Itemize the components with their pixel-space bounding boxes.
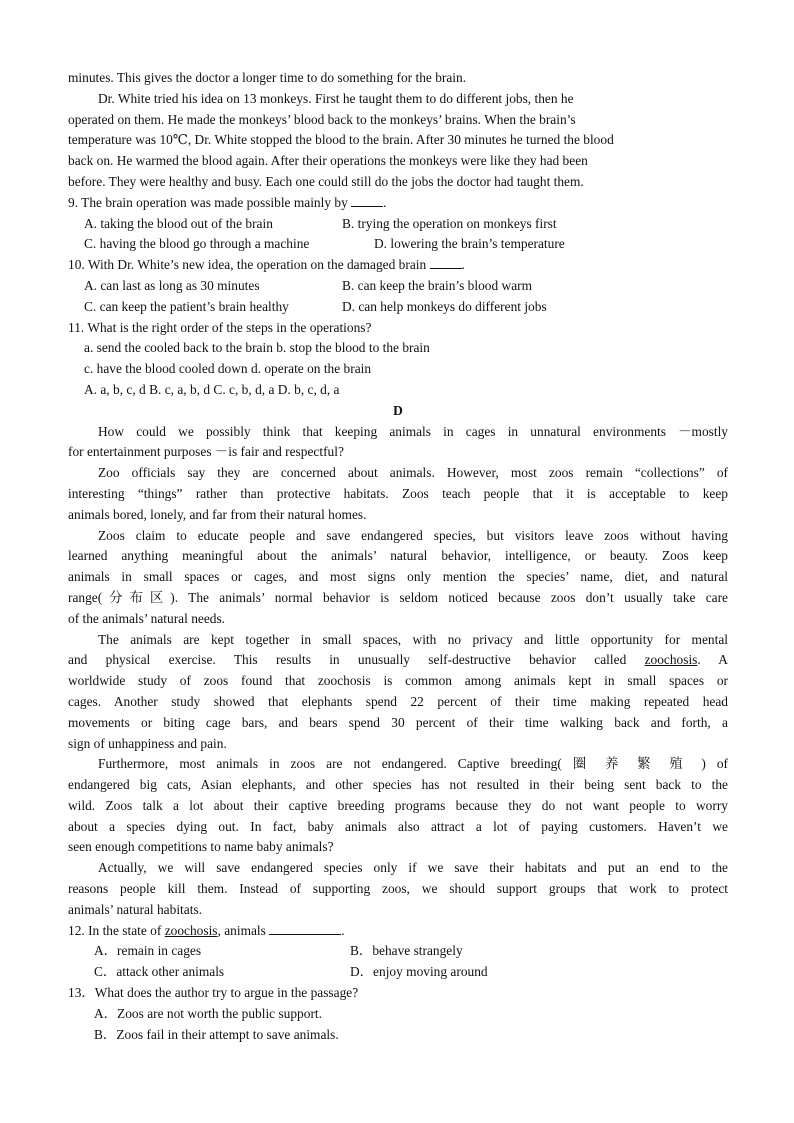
passage-line xyxy=(68,650,728,671)
passage-line: cages. Another study showed that elephants spend 22 percent of their time making repeated head xyxy=(68,693,728,709)
passage-line: temperature was 10℃, Dr. White stopped the blood to the brain. After 30 minutes he turned the blood xyxy=(68,132,614,148)
option-c: C．attack other animals xyxy=(94,964,225,980)
passage-line: minutes. This gives the doctor a longer time to do something for the brain. xyxy=(68,70,467,85)
passage-line: Actually, we will save endangered species only if we save their habitats and put an end to the xyxy=(98,860,728,876)
passage-line: How could we possibly think that keeping animals in cages in unnatural environments －mostly xyxy=(98,423,728,439)
passage-line: interesting “things” rather than protective habitats. Zoos teach people that it is acceptable to keep xyxy=(68,485,728,501)
passage-line: operated on them. He made the monkeys’ blood back to the monkeys’ brains. When the brain’s xyxy=(68,111,576,127)
question-10-stem xyxy=(68,255,728,276)
question-text: 9. The brain operation was made possible mainly by xyxy=(68,194,348,210)
passage-line: reasons people kill them. Instead of supporting zoos, we should support groups that work to protect xyxy=(68,881,728,897)
passage-line: Furthermore, most animals in zoos are not endangered. Captive breeding( 圈 养 繁 殖 ) of xyxy=(98,756,728,772)
passage-line: Zoo officials say they are concerned about animals. However, most zoos remain “collections” of xyxy=(98,465,728,481)
option-a: A．Zoos are not worth the public support. xyxy=(94,1005,322,1021)
question-12-stem xyxy=(68,921,728,942)
question-12-options-row xyxy=(68,962,728,983)
passage-line: wild. Zoos talk a lot about their captive breeding programs because they do not want people to worry xyxy=(68,797,728,813)
question-13-stem: 13．What does the author try to argue in the passage? xyxy=(68,985,359,1001)
question-10-options-row xyxy=(68,297,728,318)
passage-text: . A xyxy=(697,652,728,668)
question-9-options-row xyxy=(68,214,728,235)
punctuation: . xyxy=(461,257,465,273)
passage-line: animals’ natural habitats. xyxy=(68,901,202,917)
passage-line: worldwide study of zoos found that zoochosis is common among animals kept in small spaces or xyxy=(68,673,728,689)
question-11-options: A. a, b, c, d B. c, a, b, d C. c, b, d, a D. b, c, d, a xyxy=(84,381,340,397)
punctuation: . xyxy=(383,194,387,210)
section-heading: D xyxy=(393,402,403,418)
option-a: A. can last as long as 30 minutes xyxy=(84,277,260,293)
option-a: A. taking the blood out of the brain xyxy=(84,215,273,231)
passage-line: The animals are kept together in small spaces, with no privacy and little opportunity for mental xyxy=(98,631,728,647)
passage-line: of the animals’ natural needs. xyxy=(68,610,226,626)
answer-blank xyxy=(351,193,383,207)
question-11-steps: c. have the blood cooled down d. operate on the brain xyxy=(84,361,372,377)
term-zoochosis: zoochosis xyxy=(644,652,698,668)
option-b: B．Zoos fail in their attempt to save animals. xyxy=(94,1026,339,1042)
passage-line: learned anything meaningful about the animals’ natural behavior, intelligence, or beauty. Zoos keep xyxy=(68,548,728,564)
question-text: 12. In the state of xyxy=(68,922,162,938)
passage-line: sign of unhappiness and pain. xyxy=(68,735,227,751)
question-text: , animals xyxy=(217,922,266,938)
passage-text: and physical exercise. This results in unusually self-destructive behavior called xyxy=(68,652,627,668)
passage-line: animals in small spaces or cages, and most signs only mention the species’ name, diet, and natural xyxy=(68,569,728,585)
passage-line: range(分布区). The animals’ normal behavior is seldom noticed because zoos don’t usually take care xyxy=(68,589,728,605)
passage-line: back on. He warmed the blood again. After their operations the monkeys were like they had been xyxy=(68,153,588,169)
question-10-options-row xyxy=(68,276,728,297)
option-d: D. lowering the brain’s temperature xyxy=(374,236,565,252)
option-c: C. having the blood go through a machine xyxy=(84,236,310,252)
passage-line: Zoos claim to educate people and save endangered species, but visitors leave zoos without having xyxy=(98,527,728,543)
passage-line: endangered big cats, Asian elephants, and other species has not resulted in their being sent back to the xyxy=(68,777,728,793)
passage-line: animals bored, lonely, and far from their natural homes. xyxy=(68,506,367,522)
passage-line: about a species dying out. In fact, baby animals also attract a lot of paying customers. Haven’t we xyxy=(68,818,728,834)
exam-page xyxy=(68,68,728,1045)
question-text: 10. With Dr. White’s new idea, the operation on the damaged brain xyxy=(68,257,427,273)
option-b: B．behave strangely xyxy=(350,943,463,959)
question-12-options-row xyxy=(68,941,728,962)
passage-line: before. They were healthy and busy. Each one could still do the jobs the doctor had taught them. xyxy=(68,173,584,189)
question-9-stem xyxy=(68,193,728,214)
passage-line: Dr. White tried his idea on 13 monkeys. First he taught them to do different jobs, then he xyxy=(98,90,574,106)
answer-blank xyxy=(430,255,462,269)
option-c: C. can keep the patient’s brain healthy xyxy=(84,298,289,314)
passage-line: for entertainment purposes －is fair and respectful? xyxy=(68,444,344,460)
option-b: B. can keep the brain’s blood warm xyxy=(342,277,533,293)
answer-blank xyxy=(269,921,341,935)
punctuation: . xyxy=(341,922,345,938)
option-d: D. can help monkeys do different jobs xyxy=(342,298,547,314)
passage-line: seen enough competitions to name baby animals? xyxy=(68,839,334,855)
option-b: B. trying the operation on monkeys first xyxy=(342,215,557,231)
passage-line: movements or biting cage bars, and bears spend 30 percent of their time walking back and forth, a xyxy=(68,714,728,730)
option-d: D．enjoy moving around xyxy=(350,964,488,980)
question-11-stem: 11. What is the right order of the steps in the operations? xyxy=(68,319,372,335)
question-11-steps: a. send the cooled back to the brain b. stop the blood to the brain xyxy=(84,340,430,356)
question-9-options-row xyxy=(68,234,728,255)
option-a: A．remain in cages xyxy=(94,943,202,959)
term-zoochosis: zoochosis xyxy=(164,922,218,938)
